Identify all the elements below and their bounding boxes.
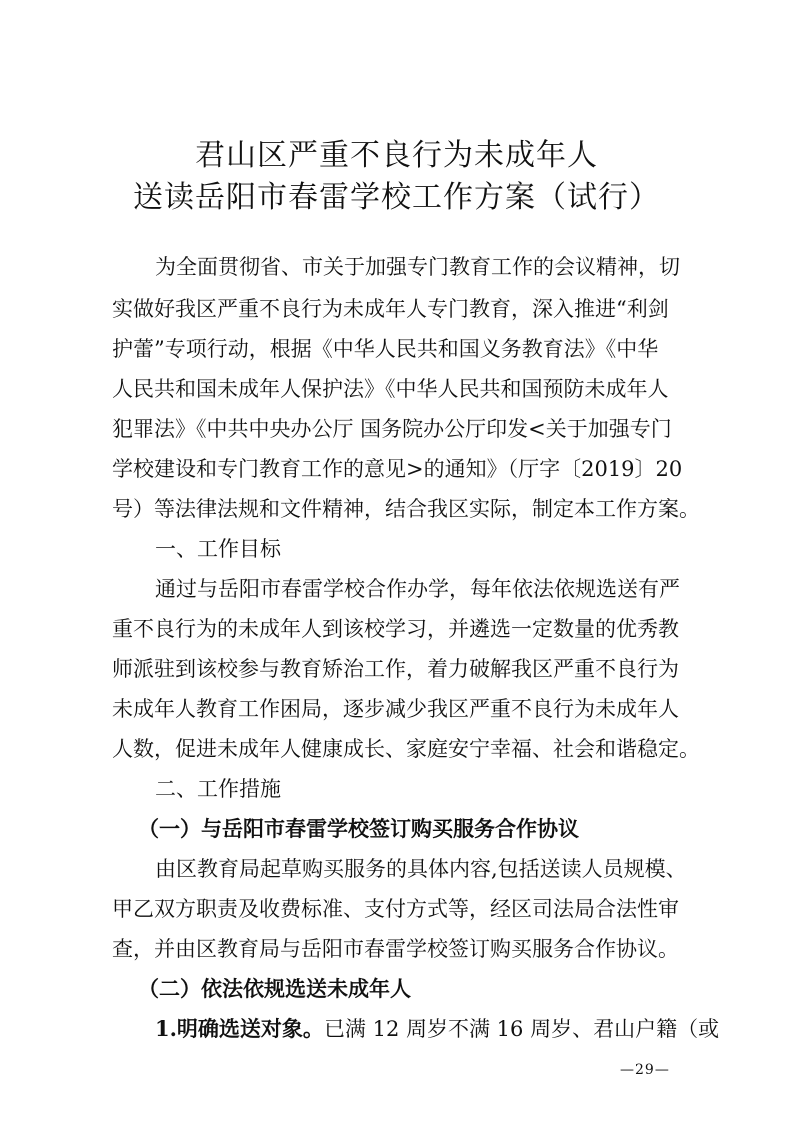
intro-line: 为全面贯彻省、市关于加强专门教育工作的会议精神，切 — [155, 255, 680, 279]
section-2-heading: 二、工作措施 — [155, 777, 281, 801]
intro-line: 护蕾”专项行动，根据《中华人民共和国义务教育法》《中华 — [112, 337, 659, 361]
section-1-line: 重不良行为的未成年人到该校学习，并遴选一定数量的优秀教 — [112, 617, 679, 641]
page-number: —29— — [620, 1062, 670, 1078]
section-1-line: 师派驻到该校参与教育矫治工作，着力破解我区严重不良行为 — [112, 657, 679, 681]
subsection-2-heading: （二）依法依规选送未成年人 — [138, 976, 411, 1001]
subsection-1-line: 查，并由区教育局与岳阳市春雷学校签订购买服务合作协议。 — [112, 937, 679, 961]
subsection-1-line: 甲乙双方职责及收费标准、支付方式等，经区司法局合法性审 — [112, 897, 679, 921]
section-1-heading: 一、工作目标 — [155, 537, 281, 561]
subsection-1-line: 由区教育局起草购买服务的具体内容,包括送读人员规模、 — [155, 857, 687, 881]
intro-line: 号）等法律法规和文件精神，结合我区实际，制定本工作方案。 — [112, 497, 700, 521]
item-1-line — [155, 1011, 735, 1047]
document-title-line-1: 君山区严重不良行为未成年人 — [195, 138, 598, 173]
intro-line: 人民共和国未成年人保护法》《中华人民共和国预防未成年人 — [112, 377, 669, 401]
item-1-label: 1.明确选送对象。 — [155, 1016, 324, 1041]
section-1-line: 通过与岳阳市春雷学校合作办学，每年依法依规选送有严 — [155, 577, 680, 601]
intro-line: 学校建设和专门教育工作的意见>的通知》（厅字〔2019〕20 — [112, 457, 683, 481]
document-title-line-2: 送读岳阳市春雷学校工作方案（试行） — [133, 180, 660, 215]
intro-line: 犯罪法》《中共中央办公厅 国务院办公厅印发<关于加强专门 — [112, 417, 672, 441]
intro-line: 实做好我区严重不良行为未成年人专门教育，深入推进“利剑 — [112, 297, 669, 321]
subsection-1-heading: （一）与岳阳市春雷学校签订购买服务合作协议 — [138, 816, 579, 841]
item-1-text: 已满 12 周岁不满 16 周岁、君山户籍（或 — [323, 1017, 720, 1041]
section-1-line: 未成年人教育工作困局，逐步减少我区严重不良行为未成年人 — [112, 697, 679, 721]
section-1-line: 人数，促进未成年人健康成长、家庭安宁幸福、社会和谐稳定。 — [112, 737, 700, 761]
